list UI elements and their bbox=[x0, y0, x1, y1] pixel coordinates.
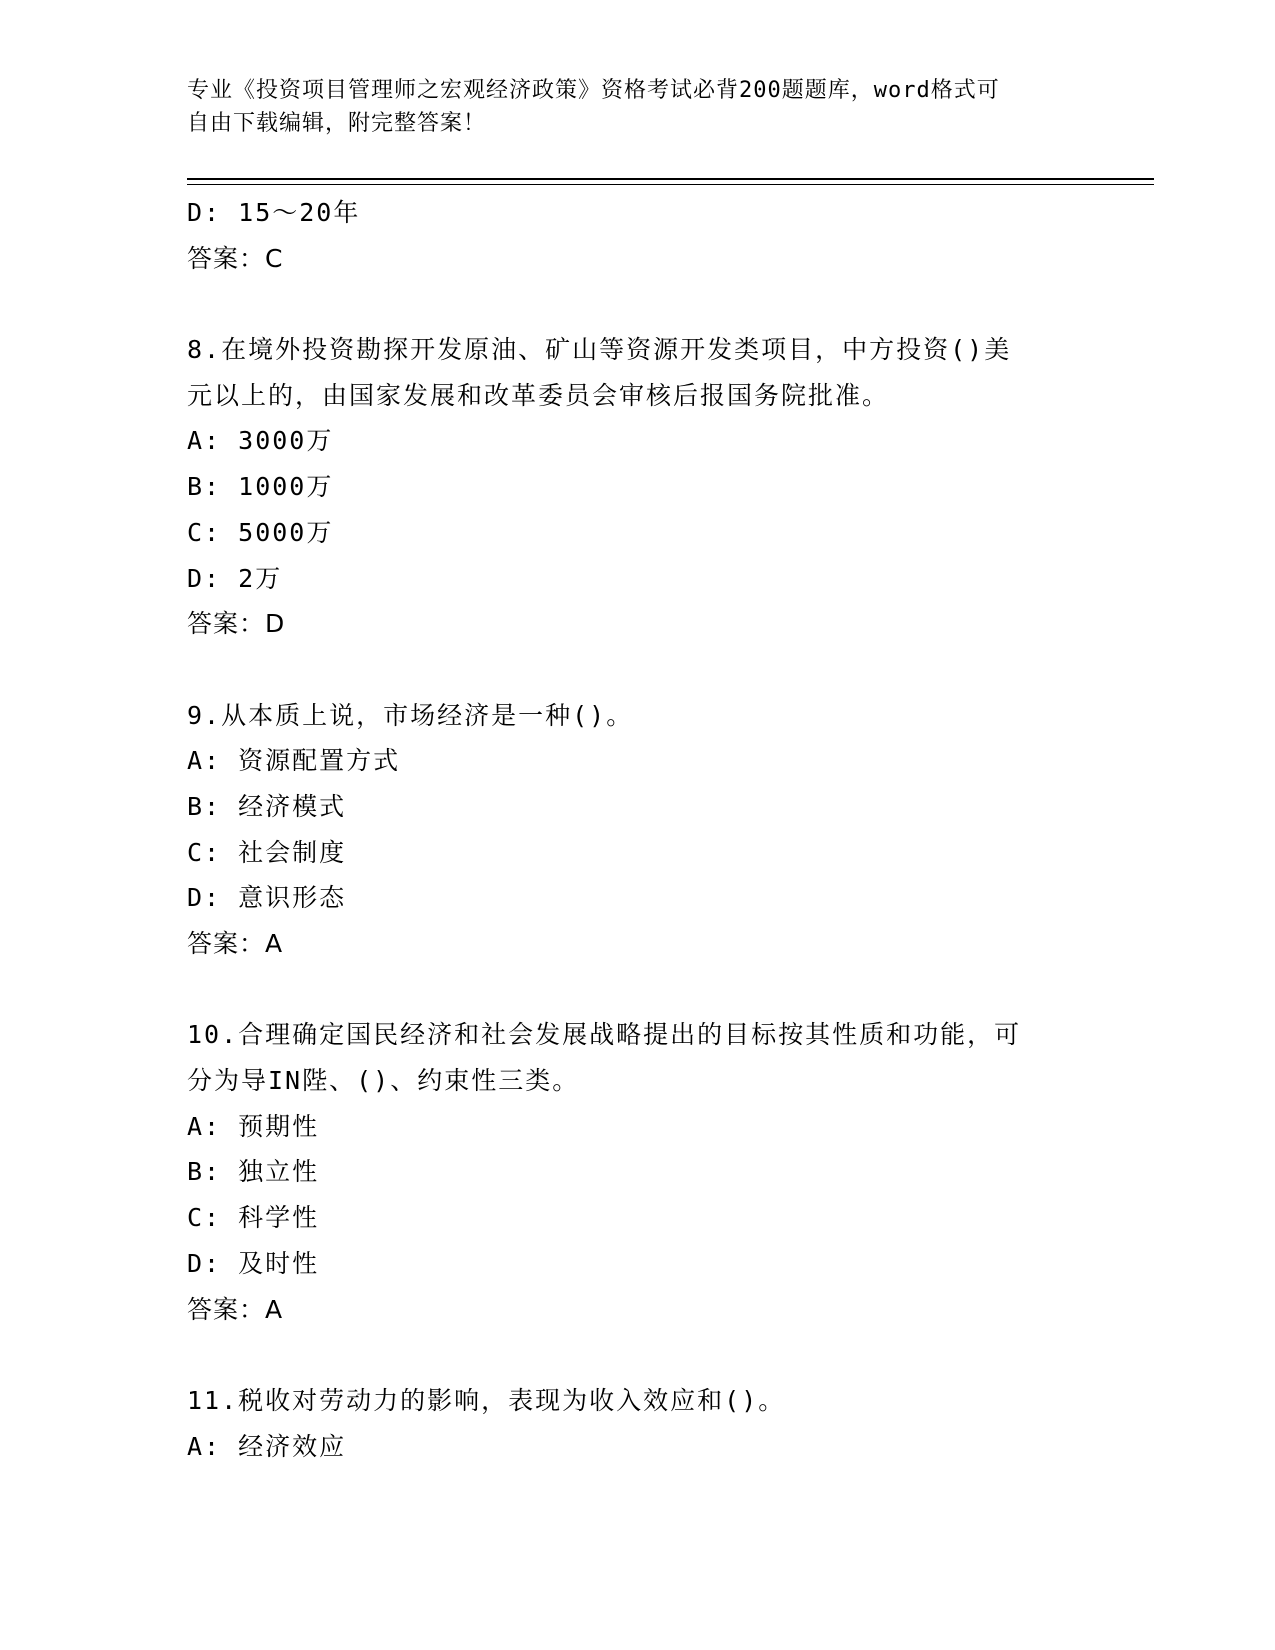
option-b: B: 独立性 bbox=[187, 1157, 320, 1187]
prev-option-d: D: 15～20年 bbox=[187, 198, 361, 227]
question-stem: 11.税收对劳动力的影响，表现为收入效应和()。 bbox=[187, 1385, 786, 1415]
header-rule-thick bbox=[187, 178, 1154, 180]
option-a: A: 经济效应 bbox=[187, 1431, 347, 1461]
answer: 答案：A bbox=[187, 1294, 284, 1324]
answer: 答案：A bbox=[187, 929, 284, 958]
question-8 bbox=[187, 327, 1087, 647]
header-line-2: 自由下载编辑，附完整答案！ bbox=[187, 111, 487, 136]
option-c: C: 5000万 bbox=[187, 517, 334, 547]
option-a: A: 资源配置方式 bbox=[187, 746, 401, 776]
question-10 bbox=[187, 1012, 1087, 1332]
question-stem: 9.从本质上说，市场经济是一种()。 bbox=[187, 700, 634, 730]
option-d: D: 2万 bbox=[187, 563, 283, 593]
header-line-1: 专业《投资项目管理师之宏观经济政策》资格考试必背200题题库，word格式可 bbox=[187, 78, 1000, 103]
option-b: B: 经济模式 bbox=[187, 791, 347, 821]
question-9 bbox=[187, 693, 1087, 967]
option-a: A: 3000万 bbox=[187, 426, 334, 456]
option-d: D: 及时性 bbox=[187, 1248, 320, 1278]
question-11 bbox=[187, 1378, 1087, 1469]
question-stem: 分为导IN陛、()、约束性三类。 bbox=[187, 1066, 580, 1096]
option-c: C: 科学性 bbox=[187, 1203, 320, 1233]
question-stem: 10.合理确定国民经济和社会发展战略提出的目标按其性质和功能，可 bbox=[187, 1020, 1022, 1050]
header-rule-thin bbox=[187, 184, 1154, 185]
option-a: A: 预期性 bbox=[187, 1111, 320, 1141]
document-header bbox=[187, 74, 1087, 140]
answer: 答案：D bbox=[187, 609, 286, 639]
prev-answer: 答案：C bbox=[187, 243, 284, 273]
option-d: D: 意识形态 bbox=[187, 883, 347, 913]
question-stem: 8.在境外投资勘探开发原油、矿山等资源开发类项目，中方投资()美 bbox=[187, 335, 1012, 365]
question-list bbox=[187, 190, 1087, 1469]
question-stem: 元以上的，由国家发展和改革委员会审核后报国务院批准。 bbox=[187, 380, 890, 410]
option-b: B: 1000万 bbox=[187, 472, 334, 502]
option-c: C: 社会制度 bbox=[187, 837, 347, 867]
